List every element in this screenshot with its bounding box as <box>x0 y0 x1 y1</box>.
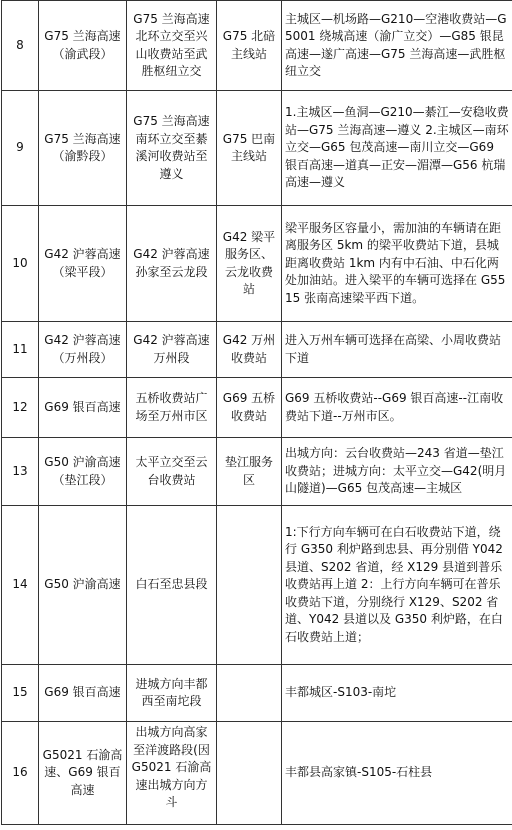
road-section: G75 兰海高速南环立交至綦溪河收费站至遵义 <box>127 91 217 206</box>
road-name: G75 兰海高速（渝武段） <box>39 1 127 91</box>
detour-route: 梁平服务区容量小，需加油的车辆请在距离服务区 5km 的梁平收费站下道，县城距离收费站 1km 内有中石油、中石化两处加油站。进入梁平的车辆可选择在 G5515 张南高速梁平西下道。 <box>282 206 512 322</box>
site-name: 垫江服务区 <box>217 438 282 506</box>
road-section: 五桥收费站广场至万州市区 <box>127 378 217 438</box>
detour-route: 主城区—机场路—G210—空港收费站—G5001 绕城高速（渝广立交）—G85 银昆高速—遂广高速—G75 兰海高速—武胜枢纽立交 <box>282 1 512 91</box>
road-name: G50 沪渝高速（垫江段） <box>39 438 127 506</box>
table-row <box>2 206 512 322</box>
road-section: G42 沪蓉高速万州段 <box>127 322 217 378</box>
row-number: 11 <box>2 322 39 378</box>
detour-route: 出城方向：云台收费站—243 省道—垫江收费站；进城方向：太平立交—G42(明月山隧道)—G65 包茂高速—主城区 <box>282 438 512 506</box>
road-name: G5021 石渝高速、G69 银百高速 <box>39 722 127 825</box>
detour-table <box>1 0 512 825</box>
detour-route: 进入万州车辆可选择在高梁、小周收费站下道 <box>282 322 512 378</box>
site-name: G69 五桥收费站 <box>217 378 282 438</box>
detour-route: G69 五桥收费站--G69 银百高速--江南收费站下道--万州市区。 <box>282 378 512 438</box>
row-number: 15 <box>2 665 39 722</box>
site-name: G75 北碚主线站 <box>217 1 282 91</box>
row-number: 13 <box>2 438 39 506</box>
table-row <box>2 506 512 665</box>
row-number: 12 <box>2 378 39 438</box>
table-row <box>2 665 512 722</box>
road-section: G75 兰海高速北环立交至兴山收费站至武胜枢纽立交 <box>127 1 217 91</box>
road-section: G42 沪蓉高速孙家至云龙段 <box>127 206 217 322</box>
road-name: G50 沪渝高速 <box>39 506 127 665</box>
table-row <box>2 722 512 825</box>
road-section: 进城方向丰都西至南坨段 <box>127 665 217 722</box>
site-name: G75 巴南主线站 <box>217 91 282 206</box>
row-number: 10 <box>2 206 39 322</box>
site-name: G42 梁平服务区、云龙收费站 <box>217 206 282 322</box>
table-row <box>2 322 512 378</box>
detour-route: 丰都县高家镇-S105-石柱县 <box>282 722 512 825</box>
table-row <box>2 91 512 206</box>
table-row <box>2 1 512 91</box>
detour-route: 丰都城区-S103-南坨 <box>282 665 512 722</box>
row-number: 16 <box>2 722 39 825</box>
site-name <box>217 665 282 722</box>
road-name: G42 沪蓉高速（万州段） <box>39 322 127 378</box>
road-section: 白石至忠县段 <box>127 506 217 665</box>
row-number: 14 <box>2 506 39 665</box>
table-row <box>2 438 512 506</box>
row-number: 9 <box>2 91 39 206</box>
road-section: 太平立交至云台收费站 <box>127 438 217 506</box>
road-name: G69 银百高速 <box>39 665 127 722</box>
road-section: 出城方向高家至洋渡路段(因 G5021 石渝高速出城方向方斗 <box>127 722 217 825</box>
detour-route: 1.主城区—鱼洞—G210—綦江—安稳收费站—G75 兰海高速—遵义 2.主城区—南环立交—G65 包茂高速—南川立交—G69 银百高速—道真—正安—湄潭—G56 杭瑞高速—遵义 <box>282 91 512 206</box>
road-name: G42 沪蓉高速（梁平段） <box>39 206 127 322</box>
detour-route: 1:下行方向车辆可在白石收费站下道，绕行 G350 利炉路到忠县、再分别借 Y042 县道、S202 省道，经 X129 县道到普乐收费站再上道 2：上行方向车辆可在普乐收费站下道，分别绕行 X129、S202 省道、Y042 县道以及 G350 利炉路，在白石收费站上道； <box>282 506 512 665</box>
site-name <box>217 722 282 825</box>
row-number: 8 <box>2 1 39 91</box>
site-name: G42 万州收费站 <box>217 322 282 378</box>
road-name: G69 银百高速 <box>39 378 127 438</box>
road-name: G75 兰海高速（渝黔段） <box>39 91 127 206</box>
table-row <box>2 378 512 438</box>
site-name <box>217 506 282 665</box>
